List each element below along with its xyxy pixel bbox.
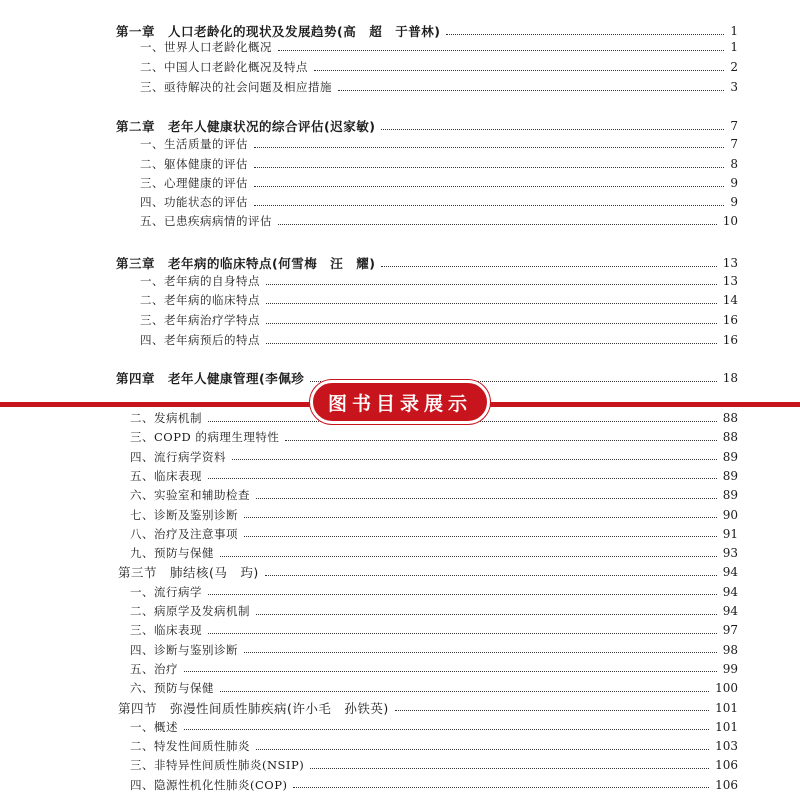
toc-item-row (140, 330, 738, 350)
dot-leader (310, 768, 709, 769)
toc-entry-title: 一、概述 (130, 719, 178, 734)
dot-leader (254, 147, 724, 148)
toc-page-number: 10 (722, 214, 738, 228)
toc-entry-title: 五、已患疾病病情的评估 (140, 214, 272, 228)
dot-leader (220, 556, 717, 557)
toc-item-row (130, 678, 738, 698)
toc-page-number: 89 (722, 449, 738, 464)
toc-entry-title: 第四节 弥漫性间质性肺疾病(许小毛 孙铁英) (118, 700, 389, 716)
dot-leader (266, 343, 717, 344)
toc-entry-title: 四、老年病预后的特点 (140, 333, 260, 347)
toc-section-row (118, 698, 738, 718)
toc-entry-title: 五、临床表现 (130, 468, 202, 483)
toc-entry-title: 第四章 老年人健康管理(李佩珍 (116, 371, 305, 386)
toc-entry-title: 第三章 老年病的临床特点(何雪梅 汪 耀) (116, 256, 376, 271)
dot-leader (184, 671, 717, 672)
toc-chapter-row (116, 116, 738, 136)
dot-leader (244, 536, 717, 537)
toc-entry-title: 四、诊断与鉴别诊断 (130, 642, 238, 657)
toc-entry-title: 一、流行病学 (130, 584, 202, 599)
toc-item-row (130, 485, 738, 505)
toc-item-row (130, 601, 738, 621)
toc-item-row (140, 154, 738, 174)
toc-item-row (140, 271, 738, 291)
toc-item-row (130, 736, 738, 756)
toc-entry-title: 三、非特异性间质性肺炎(NSIP) (130, 758, 305, 773)
toc-page-number: 16 (722, 333, 738, 347)
toc-page-number: 18 (722, 371, 738, 385)
toc-page-number: 98 (722, 642, 738, 657)
dot-leader (395, 710, 709, 711)
toc-entry-title: 二、老年病的临床特点 (140, 293, 260, 307)
dot-leader (293, 787, 709, 788)
toc-page-number: 1 (730, 24, 738, 38)
toc-entry-title: 三、心理健康的评估 (140, 176, 248, 190)
dot-leader (254, 167, 724, 168)
dot-leader (254, 205, 724, 206)
toc-page-number: 99 (722, 661, 738, 676)
toc-item-row (130, 447, 738, 467)
toc-entry-title: 四、流行病学资料 (130, 449, 226, 464)
toc-page-number: 90 (722, 507, 738, 522)
dot-leader (254, 186, 724, 187)
dot-leader (232, 459, 717, 460)
dot-leader (256, 614, 717, 615)
toc-page-number: 94 (722, 565, 738, 580)
toc-item-row (130, 582, 738, 602)
toc-item-row (130, 620, 738, 640)
toc-page-number: 101 (715, 700, 738, 715)
toc-page-number: 88 (722, 411, 738, 425)
dot-leader (256, 749, 709, 750)
toc-page-number: 106 (715, 777, 738, 792)
dot-leader (266, 303, 717, 304)
toc-chapter-row (116, 253, 738, 273)
toc-page-number: 8 (730, 157, 738, 171)
toc-page-number: 94 (722, 604, 738, 618)
toc-page-number: 97 (722, 623, 738, 638)
toc-page-number: 100 (715, 681, 738, 696)
toc-item-row (130, 466, 738, 486)
toc-page-number: 13 (722, 256, 738, 270)
toc-page-number: 94 (722, 584, 738, 599)
toc-entry-title: 二、病原学及发病机制 (130, 604, 250, 618)
toc-entry-title: 一、生活质量的评估 (140, 137, 248, 151)
toc-item-row (140, 57, 738, 77)
toc-item-row (140, 211, 738, 231)
toc-page-number: 16 (722, 313, 738, 327)
dot-leader (314, 70, 724, 71)
dot-leader (266, 323, 717, 324)
dot-leader (220, 691, 709, 692)
toc-entry-title: 七、诊断及鉴别诊断 (130, 507, 238, 522)
toc-entry-title: 五、治疗 (130, 661, 178, 676)
toc-entry-title: 二、特发性间质性肺炎 (130, 739, 250, 754)
toc-entry-title: 第二章 老年人健康状况的综合评估(迟家敏) (116, 119, 376, 134)
toc-entry-title: 二、躯体健康的评估 (140, 157, 248, 171)
toc-item-row (140, 173, 738, 193)
toc-entry-title: 三、COPD 的病理生理特性 (130, 430, 280, 445)
toc-page-number: 13 (722, 274, 738, 288)
toc-entry-title: 六、实验室和辅助检查 (130, 488, 250, 503)
toc-page-number: 14 (722, 293, 738, 307)
dot-leader (381, 129, 724, 130)
toc-entry-title: 四、隐源性机化性肺炎(COP) (130, 777, 288, 792)
toc-entry-title: 三、亟待解决的社会问题及相应措施 (140, 80, 332, 94)
toc-item-row (140, 290, 738, 310)
dot-leader (256, 498, 717, 499)
toc-page-number: 93 (722, 546, 738, 561)
toc-page-number: 9 (730, 195, 738, 209)
toc-entry-title: 二、中国人口老龄化概况及特点 (140, 60, 308, 74)
toc-item-row (130, 775, 738, 795)
toc-page-number: 7 (730, 119, 738, 133)
toc-entry-title: 八、治疗及注意事项 (130, 526, 238, 541)
dot-leader (265, 575, 717, 576)
toc-item-row (140, 77, 738, 97)
dot-leader (208, 478, 717, 479)
toc-page-number: 101 (715, 719, 738, 734)
toc-item-row (130, 524, 738, 544)
dot-leader (244, 517, 717, 518)
toc-item-row (130, 427, 738, 447)
toc-entry-title: 一、老年病的自身特点 (140, 274, 260, 288)
catalog-banner (310, 380, 490, 424)
dot-leader (244, 652, 717, 653)
toc-entry-title: 四、功能状态的评估 (140, 195, 248, 209)
dot-leader (278, 50, 724, 51)
dot-leader (266, 284, 717, 285)
toc-page-number: 89 (722, 488, 738, 503)
toc-page-number: 88 (722, 430, 738, 445)
toc-section-row (118, 562, 738, 582)
dot-leader (381, 266, 716, 267)
toc-item-row (130, 543, 738, 563)
toc-entry-title: 二、发病机制 (130, 411, 202, 425)
toc-page-number: 3 (730, 80, 738, 94)
dot-leader (338, 90, 724, 91)
toc-item-row (130, 717, 738, 737)
toc-entry-title: 六、预防与保健 (130, 681, 214, 696)
toc-item-row (140, 310, 738, 330)
toc-page-number: 7 (730, 137, 738, 151)
toc-item-row (130, 755, 738, 775)
toc-entry-title: 第一章 人口老龄化的现状及发展趋势(高 超 于普林) (116, 24, 441, 39)
toc-page-number: 91 (722, 526, 738, 541)
dot-leader (208, 594, 717, 595)
dot-leader (285, 440, 716, 441)
toc-page-number: 2 (730, 60, 738, 74)
dot-leader (208, 633, 717, 634)
toc-entry-title: 第三节 肺结核(马 玙) (118, 565, 259, 581)
toc-page-number: 103 (715, 739, 738, 754)
toc-item-row (140, 134, 738, 154)
toc-item-row (130, 505, 738, 525)
toc-item-row (140, 192, 738, 212)
toc-page-number: 1 (730, 40, 738, 54)
banner-text: 图书目录展示 (327, 392, 472, 415)
toc-item-row (130, 640, 738, 660)
toc-item-row (140, 37, 738, 57)
toc-page-number: 89 (722, 468, 738, 483)
toc-entry-title: 九、预防与保健 (130, 546, 214, 561)
dot-leader (446, 34, 724, 35)
toc-entry-title: 三、老年病治疗学特点 (140, 313, 260, 327)
toc-entry-title: 一、世界人口老龄化概况 (140, 40, 272, 54)
toc-page-number: 106 (715, 758, 738, 773)
dot-leader (278, 224, 717, 225)
dot-leader (184, 729, 709, 730)
toc-item-row (130, 659, 738, 679)
toc-entry-title: 三、临床表现 (130, 623, 202, 638)
toc-page-number: 9 (730, 176, 738, 190)
